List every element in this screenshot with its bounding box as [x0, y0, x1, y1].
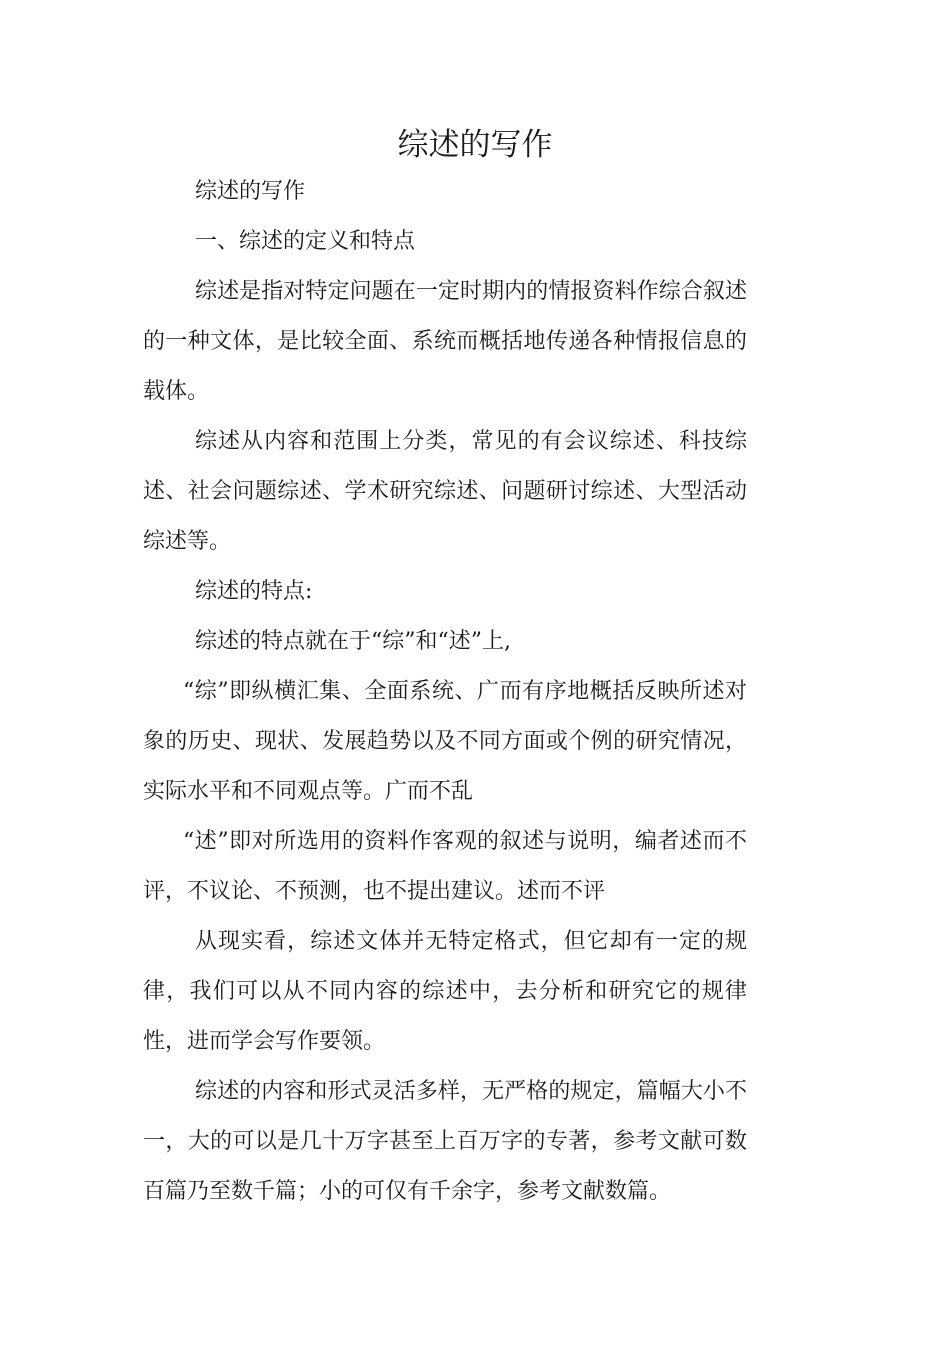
- features-intro-paragraph: 综述的特点就在于“综”和“述”上,: [195, 629, 511, 654]
- document-body: [143, 167, 747, 1217]
- subtitle-paragraph: 综述的写作: [195, 179, 306, 204]
- zong-paragraph: “综”即纵横汇集、全面系统、广而有序地概括反映所述对象的历史、现状、发展趋势以及不同方面或个例的研究情况，实际水平和不同观点等。广而不乱: [143, 679, 747, 804]
- section-heading: 一、综述的定义和特点: [195, 229, 416, 254]
- format-paragraph: 从现实看，综述文体并无特定格式，但它却有一定的规律，我们可以从不同内容的综述中，去分析和研究它的规律性，进而学会写作要领。: [143, 929, 747, 1054]
- features-heading: 综述的特点:: [195, 579, 313, 604]
- document-title: 综述的写作: [397, 127, 553, 163]
- definition-paragraph: 综述是指对特定问题在一定时期内的情报资料作综合叙述的一种文体，是比较全面、系统而概括地传递各种情报信息的载体。: [143, 279, 747, 404]
- shu-paragraph: “述”即对所选用的资料作客观的叙述与说明，编者述而不评，不议论、不预测，也不提出建议。述而不评: [143, 829, 747, 904]
- content-form-paragraph: 综述的内容和形式灵活多样，无严格的规定，篇幅大小不一，大的可以是几十万字甚至上百万字的专著，参考文献可数百篇乃至数千篇；小的可仅有千余字，参考文献数篇。: [143, 1079, 747, 1204]
- classification-paragraph: 综述从内容和范围上分类，常见的有会议综述、科技综述、社会问题综述、学术研究综述、问题研讨综述、大型活动综述等。: [143, 429, 747, 554]
